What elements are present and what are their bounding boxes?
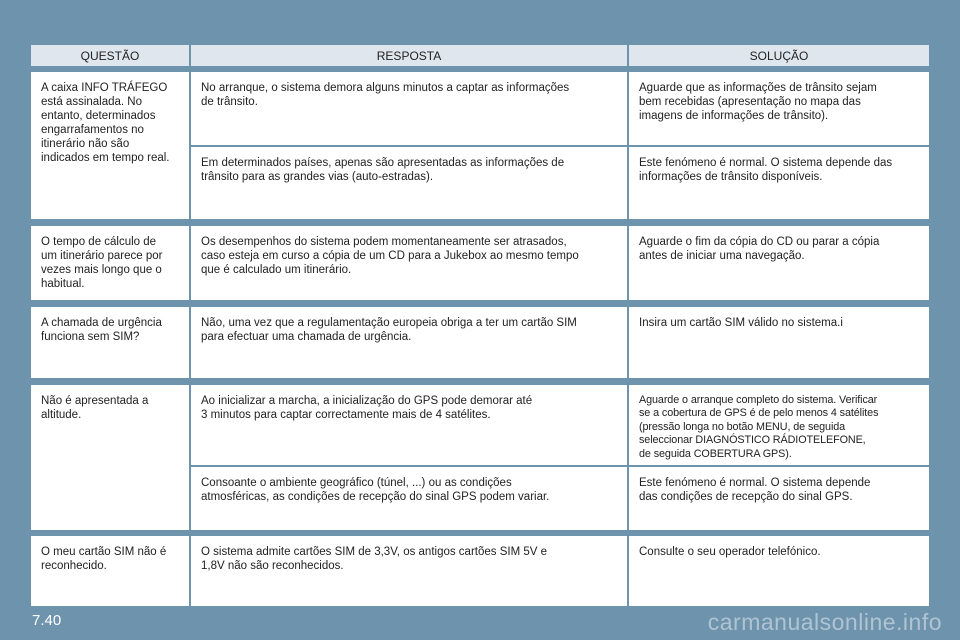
answer-cell: Não, uma vez que a regulamentação europeia obriga a ter um cartão SIM para efectuar uma chamada de urgência. (191, 307, 627, 378)
solution-cell: Aguarde que as informações de trânsito sejam bem recebidas (apresentação no mapa das imagens de informações de trânsito). (629, 72, 929, 145)
solution-cell: Insira um cartão SIM válido no sistema.i (629, 307, 929, 378)
answer-cell: Os desempenhos do sistema podem momentaneamente ser atrasados, caso esteja em curso a cópia de um CD para a Jukebox ao mesmo tempo que é calculado um itinerário. (191, 226, 627, 300)
answer-cell: Ao inicializar a marcha, a inicialização do GPS pode demorar até 3 minutos para captar correctamente mais de 4 satélites. (191, 385, 627, 465)
column-header-solution: SOLUÇÃO (629, 45, 929, 66)
question-cell: Não é apresentada a altitude. (31, 385, 189, 530)
solution-cell: Consulte o seu operador telefónico. (629, 536, 929, 606)
answer-cell: No arranque, o sistema demora alguns minutos a captar as informações de trânsito. (191, 72, 627, 145)
answer-cell: Consoante o ambiente geográfico (túnel, ...) ou as condições atmosféricas, as condições de recepção do sinal GPS podem variar. (191, 467, 627, 530)
solution-cell: Aguarde o fim da cópia do CD ou parar a cópia antes de iniciar uma navegação. (629, 226, 929, 300)
solution-cell: Este fenómeno é normal. O sistema depende das informações de trânsito disponíveis. (629, 147, 929, 219)
question-cell: O tempo de cálculo de um itinerário parece por vezes mais longo que o habitual. (31, 226, 189, 300)
page-number: 7.40 (32, 612, 62, 629)
solution-cell: Aguarde o arranque completo do sistema. Verificar se a cobertura de GPS é de pelo menos 4 satélites (pressão longa no botão MENU, de seguida seleccionar DIAGNÓSTICO RÁDIOTELEFONE, de seguida COBERTURA GPS). (629, 385, 929, 465)
question-cell: A caixa INFO TRÁFEGO está assinalada. No entanto, determinados engarrafamentos no itinerário não são indicados em tempo real. (31, 72, 189, 219)
solution-cell: Este fenómeno é normal. O sistema depende das condições de recepção do sinal GPS. (629, 467, 929, 530)
question-cell: A chamada de urgência funciona sem SIM? (31, 307, 189, 378)
column-header-question: QUESTÃO (31, 45, 189, 66)
question-cell: O meu cartão SIM não é reconhecido. (31, 536, 189, 606)
answer-cell: O sistema admite cartões SIM de 3,3V, os antigos cartões SIM 5V e 1,8V não são reconhecidos. (191, 536, 627, 606)
column-header-answer: RESPOSTA (191, 45, 627, 66)
watermark: carmanualsonline.info (707, 609, 942, 635)
answer-cell: Em determinados países, apenas são apresentadas as informações de trânsito para as grandes vias (auto-estradas). (191, 147, 627, 219)
